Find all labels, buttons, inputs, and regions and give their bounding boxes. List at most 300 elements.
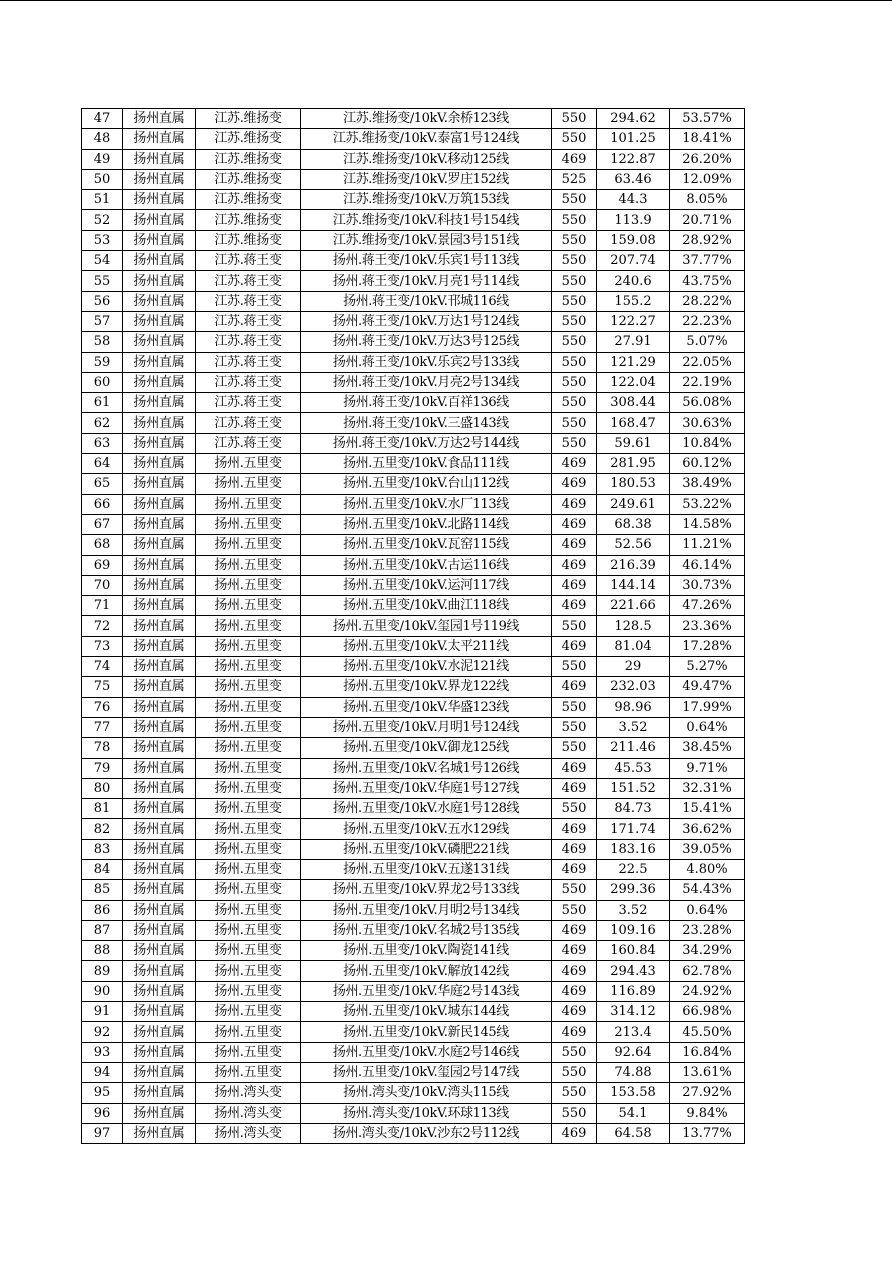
unit-cell: 扬州直属 [123,1062,196,1082]
feeder-line-cell: 扬州.五里变/10kV.五遂131线 [301,859,552,879]
table-row [82,596,745,616]
capacity-cell: 469 [552,859,597,879]
feeder-line-cell: 江苏.维扬变/10kV.罗庄152线 [301,169,552,189]
table-row [82,758,745,778]
load-cell: 98.96 [597,697,670,717]
substation-cell: 江苏.蒋王变 [196,332,301,352]
table-row [82,738,745,758]
unit-cell: 扬州直属 [123,311,196,331]
unit-cell: 扬州直属 [123,1123,196,1143]
unit-cell: 扬州直属 [123,149,196,169]
row-number-cell: 84 [82,859,123,879]
capacity-cell: 469 [552,778,597,798]
load-rate-cell: 39.05% [670,839,745,859]
load-cell: 144.14 [597,575,670,595]
capacity-cell: 469 [552,555,597,575]
capacity-cell: 469 [552,149,597,169]
unit-cell: 扬州直属 [123,839,196,859]
load-rate-cell: 43.75% [670,271,745,291]
table-row [82,961,745,981]
row-number-cell: 73 [82,636,123,656]
unit-cell: 扬州直属 [123,210,196,230]
feeder-line-cell: 扬州.五里变/10kV.新民145线 [301,1022,552,1042]
capacity-cell: 550 [552,291,597,311]
row-number-cell: 93 [82,1042,123,1062]
table-row [82,1002,745,1022]
table-row [82,210,745,230]
feeder-line-cell: 扬州.五里变/10kV.北路114线 [301,514,552,534]
capacity-cell: 550 [552,129,597,149]
load-cell: 240.6 [597,271,670,291]
table-row [82,190,745,210]
row-number-cell: 48 [82,129,123,149]
load-cell: 44.3 [597,190,670,210]
capacity-cell: 550 [552,697,597,717]
unit-cell: 扬州直属 [123,1083,196,1103]
unit-cell: 扬州直属 [123,697,196,717]
unit-cell: 扬州直属 [123,129,196,149]
substation-cell: 扬州.五里变 [196,839,301,859]
substation-cell: 扬州.五里变 [196,596,301,616]
substation-cell: 扬州.五里变 [196,1042,301,1062]
feeder-line-cell: 扬州.湾头变/10kV.沙东2号112线 [301,1123,552,1143]
table-row [82,1083,745,1103]
table-row [82,129,745,149]
unit-cell: 扬州直属 [123,433,196,453]
unit-cell: 扬州直属 [123,677,196,697]
feeder-line-cell: 扬州.五里变/10kV.御龙125线 [301,738,552,758]
feeder-line-cell: 扬州.五里变/10kV.华庭1号127线 [301,778,552,798]
load-cell: 54.1 [597,1103,670,1123]
substation-cell: 扬州.五里变 [196,535,301,555]
capacity-cell: 550 [552,190,597,210]
unit-cell: 扬州直属 [123,575,196,595]
load-cell: 180.53 [597,474,670,494]
load-cell: 63.46 [597,169,670,189]
capacity-cell: 469 [552,494,597,514]
unit-cell: 扬州直属 [123,819,196,839]
feeder-line-cell: 江苏.维扬变/10kV.余桥123线 [301,109,552,129]
capacity-cell: 469 [552,941,597,961]
table-row [82,169,745,189]
substation-cell: 扬州.五里变 [196,514,301,534]
capacity-cell: 550 [552,311,597,331]
table-row [82,251,745,271]
table-row [82,981,745,1001]
capacity-cell: 550 [552,109,597,129]
load-cell: 27.91 [597,332,670,352]
substation-cell: 江苏.蒋王变 [196,291,301,311]
table-row [82,575,745,595]
unit-cell: 扬州直属 [123,1042,196,1062]
load-rate-cell: 60.12% [670,454,745,474]
substation-cell: 扬州.五里变 [196,941,301,961]
load-rate-cell: 28.92% [670,230,745,250]
substation-cell: 江苏.蒋王变 [196,352,301,372]
feeder-line-cell: 扬州.五里变/10kV.城东144线 [301,1002,552,1022]
row-number-cell: 74 [82,657,123,677]
substation-cell: 扬州.五里变 [196,1022,301,1042]
capacity-cell: 550 [552,717,597,737]
feeder-line-cell: 扬州.五里变/10kV.玺园1号119线 [301,616,552,636]
unit-cell: 扬州直属 [123,961,196,981]
unit-cell: 扬州直属 [123,190,196,210]
row-number-cell: 87 [82,920,123,940]
table-row [82,636,745,656]
feeder-line-cell: 扬州.蒋王变/10kV.万达3号125线 [301,332,552,352]
load-rate-cell: 22.05% [670,352,745,372]
capacity-cell: 469 [552,535,597,555]
substation-cell: 扬州.五里变 [196,657,301,677]
substation-cell: 扬州.五里变 [196,677,301,697]
capacity-cell: 550 [552,352,597,372]
row-number-cell: 81 [82,799,123,819]
load-rate-cell: 49.47% [670,677,745,697]
substation-cell: 扬州.五里变 [196,575,301,595]
table-row [82,941,745,961]
load-rate-cell: 11.21% [670,535,745,555]
row-number-cell: 52 [82,210,123,230]
unit-cell: 扬州直属 [123,514,196,534]
feeder-line-cell: 江苏.维扬变/10kV.泰富1号124线 [301,129,552,149]
load-cell: 159.08 [597,230,670,250]
substation-cell: 扬州.五里变 [196,738,301,758]
load-rate-cell: 9.84% [670,1103,745,1123]
row-number-cell: 77 [82,717,123,737]
feeder-line-cell: 扬州.五里变/10kV.台山112线 [301,474,552,494]
substation-cell: 江苏.维扬变 [196,169,301,189]
load-rate-cell: 20.71% [670,210,745,230]
unit-cell: 扬州直属 [123,271,196,291]
capacity-cell: 469 [552,1022,597,1042]
table-row [82,1042,745,1062]
capacity-cell: 469 [552,514,597,534]
capacity-cell: 469 [552,677,597,697]
capacity-cell: 550 [552,210,597,230]
row-number-cell: 76 [82,697,123,717]
load-rate-cell: 30.63% [670,413,745,433]
substation-cell: 扬州.五里变 [196,859,301,879]
feeder-line-cell: 扬州.五里变/10kV.水厂113线 [301,494,552,514]
substation-cell: 江苏.维扬变 [196,149,301,169]
capacity-cell: 469 [552,920,597,940]
unit-cell: 扬州直属 [123,738,196,758]
load-cell: 52.56 [597,535,670,555]
load-rate-cell: 13.61% [670,1062,745,1082]
table-row [82,514,745,534]
substation-cell: 扬州.五里变 [196,717,301,737]
table-row [82,1103,745,1123]
load-rate-cell: 36.62% [670,819,745,839]
table-row [82,393,745,413]
feeder-line-cell: 扬州.蒋王变/10kV.邗城116线 [301,291,552,311]
row-number-cell: 68 [82,535,123,555]
row-number-cell: 64 [82,454,123,474]
load-cell: 122.04 [597,372,670,392]
unit-cell: 扬州直属 [123,372,196,392]
row-number-cell: 56 [82,291,123,311]
row-number-cell: 66 [82,494,123,514]
load-rate-cell: 45.50% [670,1022,745,1042]
feeder-line-cell: 扬州.五里变/10kV.古运116线 [301,555,552,575]
substation-cell: 扬州.湾头变 [196,1123,301,1143]
capacity-cell: 550 [552,271,597,291]
load-cell: 294.43 [597,961,670,981]
load-cell: 3.52 [597,900,670,920]
table-row [82,799,745,819]
substation-cell: 江苏.蒋王变 [196,433,301,453]
load-cell: 155.2 [597,291,670,311]
substation-cell: 江苏.蒋王变 [196,393,301,413]
row-number-cell: 95 [82,1083,123,1103]
load-cell: 160.84 [597,941,670,961]
load-cell: 22.5 [597,859,670,879]
feeder-load-table [81,108,745,1144]
table-row [82,311,745,331]
capacity-cell: 469 [552,758,597,778]
row-number-cell: 75 [82,677,123,697]
capacity-cell: 550 [552,616,597,636]
load-cell: 121.29 [597,352,670,372]
capacity-cell: 550 [552,393,597,413]
row-number-cell: 49 [82,149,123,169]
row-number-cell: 91 [82,1002,123,1022]
capacity-cell: 550 [552,332,597,352]
row-number-cell: 58 [82,332,123,352]
substation-cell: 扬州.五里变 [196,494,301,514]
row-number-cell: 71 [82,596,123,616]
unit-cell: 扬州直属 [123,109,196,129]
load-cell: 232.03 [597,677,670,697]
feeder-line-cell: 扬州.五里变/10kV.陶瓷141线 [301,941,552,961]
feeder-line-cell: 扬州.蒋王变/10kV.万达1号124线 [301,311,552,331]
unit-cell: 扬州直属 [123,393,196,413]
load-rate-cell: 38.45% [670,738,745,758]
load-rate-cell: 0.64% [670,900,745,920]
row-number-cell: 67 [82,514,123,534]
capacity-cell: 469 [552,819,597,839]
table-body [82,109,745,1144]
row-number-cell: 54 [82,251,123,271]
row-number-cell: 59 [82,352,123,372]
substation-cell: 扬州.五里变 [196,880,301,900]
row-number-cell: 90 [82,981,123,1001]
table-row [82,657,745,677]
feeder-line-cell: 扬州.五里变/10kV.食品111线 [301,454,552,474]
feeder-line-cell: 扬州.五里变/10kV.华盛123线 [301,697,552,717]
feeder-line-cell: 扬州.五里变/10kV.水泥121线 [301,657,552,677]
substation-cell: 扬州.五里变 [196,555,301,575]
substation-cell: 扬州.五里变 [196,697,301,717]
table-row [82,535,745,555]
table-row [82,230,745,250]
unit-cell: 扬州直属 [123,535,196,555]
load-cell: 128.5 [597,616,670,636]
load-cell: 122.87 [597,149,670,169]
load-rate-cell: 13.77% [670,1123,745,1143]
load-cell: 213.4 [597,1022,670,1042]
row-number-cell: 60 [82,372,123,392]
unit-cell: 扬州直属 [123,778,196,798]
load-rate-cell: 17.28% [670,636,745,656]
row-number-cell: 80 [82,778,123,798]
load-cell: 84.73 [597,799,670,819]
substation-cell: 江苏.维扬变 [196,129,301,149]
load-rate-cell: 53.22% [670,494,745,514]
table-row [82,149,745,169]
row-number-cell: 88 [82,941,123,961]
load-rate-cell: 47.26% [670,596,745,616]
load-rate-cell: 62.78% [670,961,745,981]
substation-cell: 扬州.五里变 [196,961,301,981]
table-row [82,920,745,940]
load-rate-cell: 26.20% [670,149,745,169]
row-number-cell: 57 [82,311,123,331]
load-cell: 68.38 [597,514,670,534]
load-rate-cell: 18.41% [670,129,745,149]
capacity-cell: 550 [552,433,597,453]
table-row [82,616,745,636]
unit-cell: 扬州直属 [123,251,196,271]
table-row [82,109,745,129]
load-rate-cell: 14.58% [670,514,745,534]
capacity-cell: 550 [552,1042,597,1062]
substation-cell: 扬州.五里变 [196,819,301,839]
unit-cell: 扬州直属 [123,981,196,1001]
unit-cell: 扬州直属 [123,920,196,940]
load-rate-cell: 27.92% [670,1083,745,1103]
feeder-line-cell: 扬州.湾头变/10kV.环球113线 [301,1103,552,1123]
load-cell: 216.39 [597,555,670,575]
table-row [82,1022,745,1042]
load-cell: 221.66 [597,596,670,616]
table-row [82,494,745,514]
load-cell: 183.16 [597,839,670,859]
load-rate-cell: 54.43% [670,880,745,900]
page-top-border [0,0,892,1]
row-number-cell: 97 [82,1123,123,1143]
feeder-line-cell: 扬州.蒋王变/10kV.百祥136线 [301,393,552,413]
feeder-line-cell: 江苏.维扬变/10kV.科技1号154线 [301,210,552,230]
load-cell: 59.61 [597,433,670,453]
load-cell: 116.89 [597,981,670,1001]
load-rate-cell: 28.22% [670,291,745,311]
substation-cell: 江苏.蒋王变 [196,271,301,291]
capacity-cell: 550 [552,1103,597,1123]
row-number-cell: 82 [82,819,123,839]
feeder-line-cell: 扬州.蒋王变/10kV.月亮1号114线 [301,271,552,291]
row-number-cell: 61 [82,393,123,413]
load-rate-cell: 56.08% [670,393,745,413]
substation-cell: 江苏.蒋王变 [196,311,301,331]
substation-cell: 扬州.五里变 [196,900,301,920]
row-number-cell: 50 [82,169,123,189]
row-number-cell: 78 [82,738,123,758]
unit-cell: 扬州直属 [123,1022,196,1042]
feeder-line-cell: 扬州.五里变/10kV.运河117线 [301,575,552,595]
feeder-line-cell: 扬州.蒋王变/10kV.月亮2号134线 [301,372,552,392]
substation-cell: 扬州.湾头变 [196,1083,301,1103]
unit-cell: 扬州直属 [123,717,196,737]
load-rate-cell: 37.77% [670,251,745,271]
substation-cell: 扬州.湾头变 [196,1103,301,1123]
load-rate-cell: 23.36% [670,616,745,636]
table-row [82,880,745,900]
feeder-line-cell: 扬州.五里变/10kV.界龙2号133线 [301,880,552,900]
table-row [82,778,745,798]
load-rate-cell: 4.80% [670,859,745,879]
load-rate-cell: 30.73% [670,575,745,595]
table-row [82,839,745,859]
unit-cell: 扬州直属 [123,758,196,778]
substation-cell: 扬州.五里变 [196,799,301,819]
load-cell: 308.44 [597,393,670,413]
substation-cell: 江苏.维扬变 [196,230,301,250]
capacity-cell: 469 [552,981,597,1001]
load-cell: 122.27 [597,311,670,331]
feeder-line-cell: 扬州.五里变/10kV.曲江118线 [301,596,552,616]
load-rate-cell: 12.09% [670,169,745,189]
capacity-cell: 469 [552,596,597,616]
unit-cell: 扬州直属 [123,413,196,433]
load-cell: 281.95 [597,454,670,474]
load-rate-cell: 32.31% [670,778,745,798]
substation-cell: 江苏.蒋王变 [196,251,301,271]
load-rate-cell: 22.23% [670,311,745,331]
load-rate-cell: 38.49% [670,474,745,494]
unit-cell: 扬州直属 [123,230,196,250]
table-row [82,1123,745,1143]
capacity-cell: 550 [552,900,597,920]
substation-cell: 扬州.五里变 [196,1002,301,1022]
feeder-line-cell: 江苏.维扬变/10kV.景园3号151线 [301,230,552,250]
feeder-line-cell: 扬州.五里变/10kV.界龙122线 [301,677,552,697]
unit-cell: 扬州直属 [123,616,196,636]
load-rate-cell: 22.19% [670,372,745,392]
load-cell: 168.47 [597,413,670,433]
capacity-cell: 550 [552,880,597,900]
feeder-line-cell: 扬州.五里变/10kV.月明2号134线 [301,900,552,920]
load-cell: 3.52 [597,717,670,737]
feeder-line-cell: 江苏.维扬变/10kV.移动125线 [301,149,552,169]
load-cell: 74.88 [597,1062,670,1082]
load-rate-cell: 53.57% [670,109,745,129]
feeder-line-cell: 扬州.五里变/10kV.水庭1号128线 [301,799,552,819]
load-rate-cell: 17.99% [670,697,745,717]
substation-cell: 扬州.五里变 [196,981,301,1001]
row-number-cell: 83 [82,839,123,859]
substation-cell: 扬州.五里变 [196,1062,301,1082]
capacity-cell: 469 [552,839,597,859]
row-number-cell: 47 [82,109,123,129]
unit-cell: 扬州直属 [123,1002,196,1022]
load-cell: 211.46 [597,738,670,758]
substation-cell: 江苏.维扬变 [196,210,301,230]
capacity-cell: 550 [552,372,597,392]
load-cell: 109.16 [597,920,670,940]
capacity-cell: 469 [552,575,597,595]
row-number-cell: 79 [82,758,123,778]
load-cell: 153.58 [597,1083,670,1103]
load-cell: 29 [597,657,670,677]
row-number-cell: 92 [82,1022,123,1042]
unit-cell: 扬州直属 [123,941,196,961]
load-rate-cell: 9.71% [670,758,745,778]
row-number-cell: 62 [82,413,123,433]
load-cell: 249.61 [597,494,670,514]
table-row [82,859,745,879]
load-cell: 45.53 [597,758,670,778]
